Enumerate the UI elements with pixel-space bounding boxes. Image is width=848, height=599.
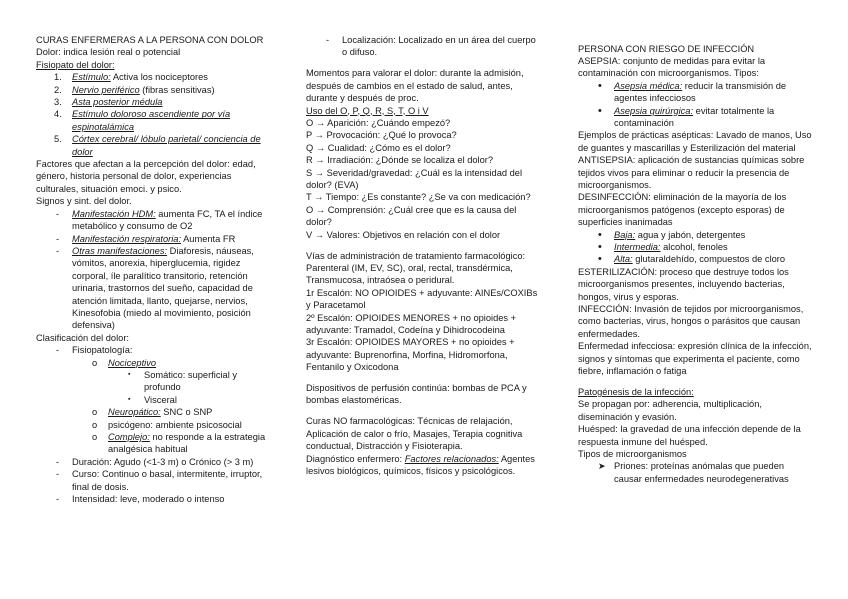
asepsia-paragraph: ASEPSIA: conjunto de medidas para evitar la contaminación con microorganismos. Tipos: bbox=[578, 55, 766, 79]
curas-nof-paragraph: Curas NO farmacológicas: Técnicas de relajación, Aplicación de calor o frío, Masajes, Terapia cognitiva conductual, Distracción y Fisioterapia. bbox=[306, 416, 523, 452]
enfermedad-paragraph: Enfermedad infecciosa: expresión clínica de la infección, signos y síntomas que experimenta el paciente, como fiebre, inflamación o fatiga bbox=[578, 341, 812, 377]
list-item: o Complejo: no responde a la estrategia analgésica habitual bbox=[92, 432, 266, 455]
opqrst-heading: Uso del O, P, Q, R, S, T, O i V bbox=[306, 105, 429, 116]
list-item: - Otras manifestaciones: Diaforesis, náuseas, vómitos, anorexia, hiperglucemia, rigidez corporal, íle paralítico transitorio, retención urinaria, trastornos del sueño, capacidad de atención limitada, llanto, quejarse, nervios, Kinesofobia (miedo al movimiento, posición defensiva) bbox=[56, 245, 254, 331]
list-item: • Intermedia: alcohol, fenoles bbox=[598, 241, 728, 253]
column-valoracion bbox=[306, 34, 538, 477]
opqrst-item: T → Tiempo: ¿Es constante? ¿Se va con medicación? bbox=[306, 192, 531, 203]
escalon-2: 2º Escalón: OPIOIDES MENORES + no opioides + adyuvante: Tramadol, Codeína y Dihidrocodeina bbox=[306, 312, 517, 335]
list-item: - Curso: Continuo o basal, intermitente, irruptor, final de dosis. bbox=[56, 469, 263, 492]
opqrst-item: V → Valores: Objetivos en relación con el dolor bbox=[306, 229, 501, 240]
propagan-paragraph: Se propagan por: adherencia, multiplicación, diseminación y evasión. bbox=[578, 399, 762, 422]
opqrst-item: S → Severidad/gravedad: ¿Cuál es la intensidad del dolor? (EVA) bbox=[306, 167, 523, 190]
column-infeccion bbox=[578, 34, 814, 485]
momentos-paragraph: Momentos para valorar el dolor: durante la admisión, después de cambios en el estado de salud, antes, durante y después de proc. bbox=[306, 68, 524, 104]
infeccion-paragraph: INFECCIÓN: Invasión de tejidos por microorganismos, como bacterias, virus, hongos o parásitos que causan enfermedades. bbox=[578, 304, 804, 339]
antisepsia-paragraph: ANTISEPSIA: aplicación de sustancias químicas sobre tejidos vivos para eliminar o reducir la presencia de microorganismos. bbox=[578, 155, 805, 190]
factores-paragraph: Factores que afectan a la percepción del dolor: edad, género, historia personal de dolor, experiencias culturales, situación emoci. y psico. bbox=[36, 159, 256, 194]
column-dolor bbox=[36, 34, 272, 505]
opqrst-item: P → Provocación: ¿Qué lo provoca? bbox=[306, 130, 457, 141]
escalon-3: 3r Escalón: OPIOIDES MAYORES + no opioides + adyuvante: Buprenorfina, Morfina, Hidromorfona, Fentanilo y Oxicodona bbox=[306, 337, 515, 373]
huesped-paragraph: Huésped: la gravedad de una infección depende de la respuesta inmune del huésped. bbox=[578, 424, 801, 447]
ejemplos-paragraph: Ejemplos de prácticas asépticas: Lavado de manos, Uso de guantes y mascarillas y Esterilización del material bbox=[578, 130, 812, 153]
opqrst-item: Q → Cualidad: ¿Cómo es el dolor? bbox=[306, 142, 451, 153]
list-item: 4. Estímulo doloroso ascendiente por vía espinotalámica bbox=[54, 109, 231, 132]
signos-heading: Signos y sint. del dolor. bbox=[36, 196, 132, 207]
dolor-definition: Dolor: indica lesión real o potencial bbox=[36, 47, 181, 58]
list-item: - Duración: Agudo (<1-3 m) o Crónico (> 3 m) bbox=[56, 456, 254, 467]
list-item: - Fisiopatología: bbox=[56, 345, 133, 356]
list-item: o Neuropático: SNC o SNP bbox=[92, 407, 213, 418]
list-item: 3. Asta posterior médula bbox=[54, 97, 163, 108]
list-item: - Localización: Localizado en un área del cuerpo o difuso. bbox=[326, 35, 536, 58]
desinfeccion-paragraph: DESINFECCIÓN: eliminación de la mayoría de los microorganismos patógenos (excepto esporas) de superficies inanimadas bbox=[578, 192, 787, 228]
opqrst-item: O → Aparición: ¿Cuándo empezó? bbox=[306, 117, 451, 128]
opqrst-item: O → Comprensión: ¿Cuál cree que es la causa del dolor? bbox=[306, 204, 517, 228]
list-item: 1. Estímulo: Activa los nociceptores bbox=[54, 72, 208, 83]
list-item: ➤ Priones: proteínas anómalas que pueden causar enfermedades neurodegenerativas bbox=[598, 461, 789, 484]
opqrst-item: R → Irradiación: ¿Dónde se localiza el dolor? bbox=[306, 155, 494, 166]
perfusion-paragraph: Dispositivos de perfusión continúa: bombas de PCA y bombas elastoméricas. bbox=[306, 383, 527, 406]
list-item: - Manifestación respiratoria: Aumenta FR bbox=[56, 233, 236, 244]
tipos-heading: Tipos de microorganismos bbox=[578, 449, 687, 459]
list-item: • Baja: agua y jabón, detergentes bbox=[598, 228, 746, 241]
esterilizacion-paragraph: ESTERILIZACIÓN: proceso que destruye todos los microorganismos presentes, incluyendo bacterias, hongos, virus y esporas. bbox=[578, 266, 789, 302]
patogenesis-heading: Patogénesis de la infección: bbox=[578, 386, 694, 397]
list-item: o psicógeno: ambiente psicosocial bbox=[92, 419, 242, 430]
list-item: • Alta: glutaraldehído, compuestos de cloro bbox=[598, 253, 786, 266]
list-item: 5. Córtex cerebral/ lóbulo parietal/ conciencia de dolor bbox=[54, 134, 261, 157]
fisiopato-heading: Fisiopato del dolor: bbox=[36, 59, 115, 70]
vias-paragraph: Vías de administración de tratamiento farmacológico: Parenteral (IM, EV, SC), oral, rectal, transdérmica, Transmucosa, intraósea o peridural. bbox=[306, 250, 526, 286]
list-item: - Manifestación HDM: aumenta FC, TA el índice metabólico y consumo de O2 bbox=[56, 208, 263, 232]
diagnostico-paragraph: Diagnóstico enfermero: Factores relacionados: Agentes lesivos biológicos, químicos, físicos y psicológicos. bbox=[306, 453, 535, 476]
list-item: - Intensidad: leve, moderado o intenso bbox=[56, 494, 225, 505]
list-item: • Asepsia quirúrgica: evitar totalmente la contaminación bbox=[598, 104, 775, 128]
clasificacion-heading: Clasificación del dolor: bbox=[36, 332, 130, 343]
section-title-dolor: CURAS ENFERMERAS A LA PERSONA CON DOLOR bbox=[36, 35, 264, 45]
list-item: • Asepsia médica: reducir la transmisión de agentes infecciosos bbox=[598, 79, 787, 104]
escalon-1: 1r Escalón: NO OPIOIDES + adyuvante: AINEs/COXIBs y Paracetamol bbox=[306, 287, 538, 311]
list-item: 2. Nervio periférico (fibras sensitivas) bbox=[54, 84, 215, 95]
section-title-infeccion: PERSONA CON RIESGO DE INFECCIÓN bbox=[578, 43, 755, 54]
list-item: o Nociceptivo bbox=[92, 357, 157, 368]
list-item: ▪ Somático: superficial y profundo bbox=[128, 369, 238, 393]
list-item: ▪ Visceral bbox=[128, 394, 177, 405]
